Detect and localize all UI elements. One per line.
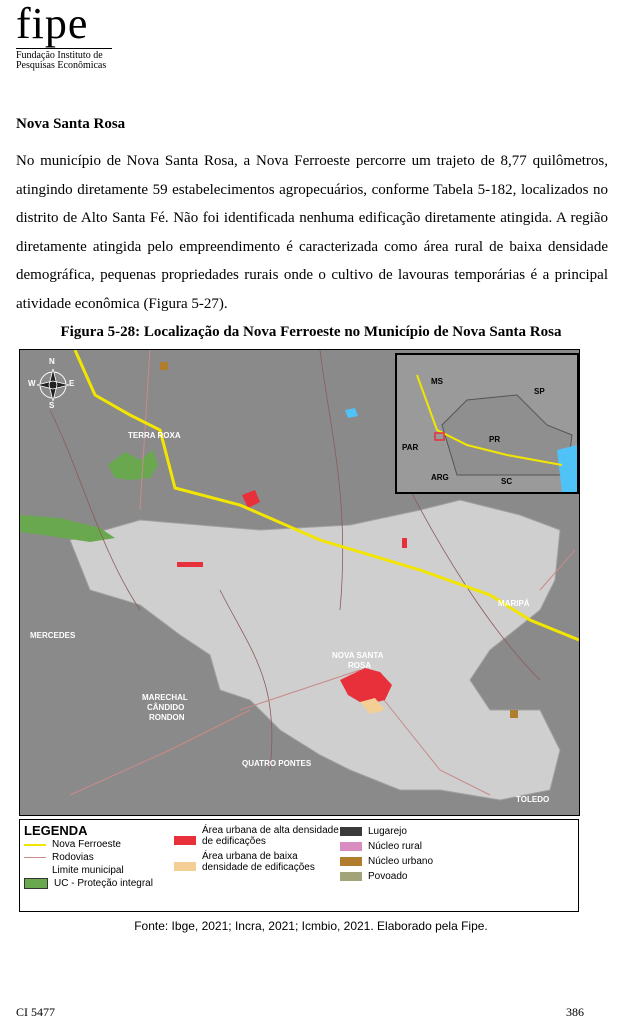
urban-high-small-2 xyxy=(242,490,260,508)
nucleo-urbano-swatch xyxy=(340,857,362,866)
label-maripa: MARIPÁ xyxy=(498,599,530,608)
label-nova-santa-rosa-1: NOVA SANTA xyxy=(332,651,384,660)
urban-high-small-1 xyxy=(177,562,203,567)
inset-map xyxy=(395,353,579,494)
legend-item-povoado xyxy=(340,871,407,882)
logo-subtitle xyxy=(16,48,112,71)
label-nova-santa-rosa-2: ROSA xyxy=(348,661,372,670)
legend-label: UC - Proteção integral xyxy=(54,878,153,889)
urban-high-swatch xyxy=(174,836,196,845)
label-terra-roxa: TERRA ROXA xyxy=(128,431,181,440)
logo-word: fipe xyxy=(16,0,89,48)
urban-high-small-3 xyxy=(402,538,407,548)
logo-sub-line1: Fundação Instituto de xyxy=(16,50,103,61)
legend-label-line: Área urbana de baixa xyxy=(202,851,298,862)
legend-label xyxy=(202,825,339,847)
fipe-logo xyxy=(16,0,116,71)
footer-doc-id: CI 5477 xyxy=(16,1005,55,1019)
figure-title: Figura 5-28: Localização da Nova Ferroeste no Município de Nova Santa Rosa xyxy=(60,324,562,340)
figure-source: Fonte: Ibge, 2021; Incra, 2021; Icmbio, 2021. Elaborado pela Fipe. xyxy=(134,919,488,933)
location-map xyxy=(19,349,580,816)
label-marechal-1: MARECHAL xyxy=(142,693,188,702)
municipality-area xyxy=(70,500,560,800)
body-paragraph: No município de Nova Santa Rosa, a Nova Ferroeste percorre um trajeto de 8,77 quilômetros, atingindo diretamente 59 estabelecimentos agropecuários, conforme Tabela 5-182, localizados no distrito de Alto Santa Fé. Não foi identificada nenhuma edificação diretamente atingida. A região diretamente atingida pelo empreendimento é caracterizada como área rural de baixa densidade demográfica, pequenas propriedades rurais onde o cultivo de lavouras temporárias é a principal atividade econômica (Figura 5-27). xyxy=(16,153,608,312)
legend-label: Núcleo rural xyxy=(368,841,422,852)
legend-item-nucleo-urbano xyxy=(340,856,433,867)
legend-item-nucleo-rural xyxy=(340,841,422,852)
inset-label-sp: SP xyxy=(534,387,545,396)
label-toledo: TOLEDO xyxy=(516,795,550,804)
label-marechal-2: CÂNDIDO xyxy=(147,703,185,712)
legend-title: LEGENDA xyxy=(24,823,88,838)
page-number: 386 xyxy=(566,1005,584,1019)
legend-item-uc xyxy=(24,878,153,889)
povoado-swatch xyxy=(340,872,362,881)
legend-label: Núcleo urbano xyxy=(368,856,434,867)
label-quatro-pontes: QUATRO PONTES xyxy=(242,759,312,768)
legend-label-line: de edificações xyxy=(202,836,266,847)
legend-label: Limite municipal xyxy=(52,865,124,876)
lake xyxy=(345,408,358,418)
logo-sub-line2: Pesquisas Econômicas xyxy=(16,60,107,71)
inset-label-pr: PR xyxy=(489,435,501,444)
inset-label-ms: MS xyxy=(431,377,443,386)
limit-swatch xyxy=(24,870,46,871)
lugarejo-swatch xyxy=(340,827,362,836)
nucleo-urbano xyxy=(160,362,168,370)
legend-item-lugarejo xyxy=(340,826,407,837)
compass-s: S xyxy=(49,401,55,410)
legend-item-urban-low xyxy=(174,851,315,873)
legend-label: Rodovias xyxy=(52,852,94,863)
compass-e: E xyxy=(69,379,75,388)
legend-item-urban-high xyxy=(174,825,339,847)
uc-area-west xyxy=(20,515,115,542)
uc-swatch xyxy=(24,878,48,889)
nucleo-rural-swatch xyxy=(340,842,362,851)
legend-label-line: Área urbana de alta densidade xyxy=(202,825,339,836)
legend-item-rodovias xyxy=(24,852,94,863)
section-title: Nova Santa Rosa xyxy=(16,116,126,132)
compass-rose xyxy=(37,369,69,401)
label-marechal-3: RONDON xyxy=(149,713,185,722)
legend-item-limite xyxy=(24,865,124,876)
nucleo-urbano-2 xyxy=(510,710,518,718)
legend-label: Lugarejo xyxy=(368,826,407,837)
legend-label: Povoado xyxy=(368,871,408,882)
urban-low-swatch xyxy=(174,862,196,871)
inset-canvas xyxy=(397,355,577,492)
map-legend xyxy=(19,819,579,912)
inset-label-sc: SC xyxy=(501,477,513,486)
uc-area xyxy=(108,450,158,480)
inset-label-par: PAR xyxy=(402,443,419,452)
road-swatch xyxy=(24,857,46,858)
railway-swatch xyxy=(24,844,46,846)
legend-label: Nova Ferroeste xyxy=(52,839,121,850)
label-mercedes: MERCEDES xyxy=(30,631,76,640)
inset-label-arg: ARG xyxy=(431,473,449,482)
compass-n: N xyxy=(49,357,55,366)
legend-label xyxy=(202,851,315,873)
legend-label-line: densidade de edificações xyxy=(202,862,315,873)
legend-item-nova-ferroeste xyxy=(24,839,121,850)
compass-w: W xyxy=(28,379,36,388)
